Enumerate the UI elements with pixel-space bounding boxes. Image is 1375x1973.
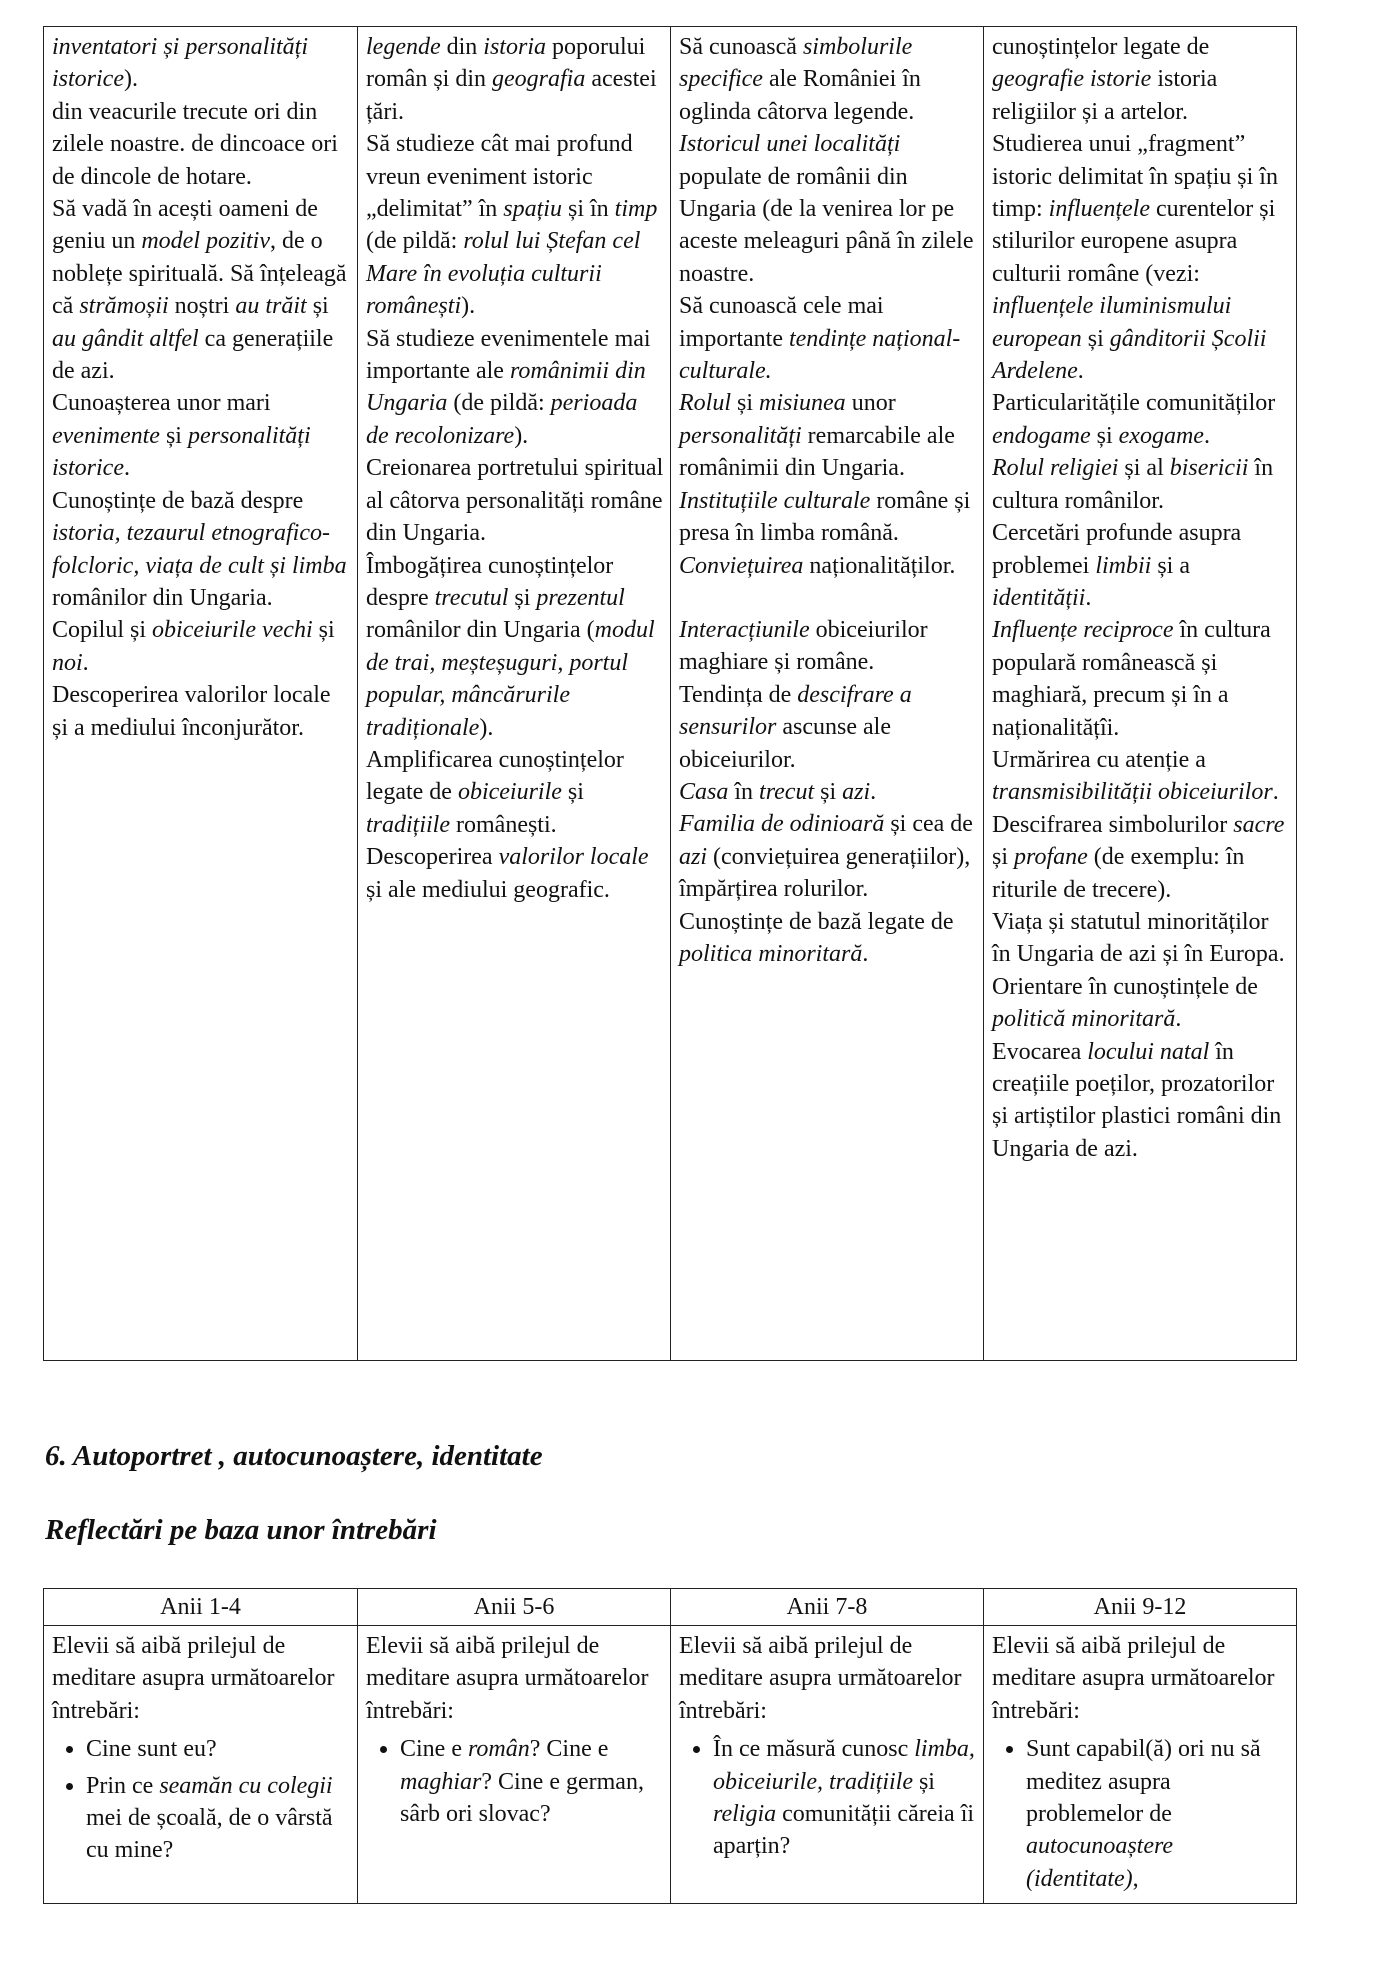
question-item: • Cine sunt eu?	[86, 1733, 351, 1765]
questions-table	[43, 1588, 1297, 1904]
paragraph: Particularitățile comunităților endogame și exogame.	[992, 390, 1276, 449]
paragraph: Creionarea portretului spiritual al câtorva personalități române din Ungaria.	[366, 455, 664, 547]
paragraph: Cunoștințe de bază despre istoria, tezaurul etnografico-folcloric, viața de cult și limba românilor din Ungaria.	[52, 487, 347, 611]
paragraph: Descoperirea valorilor locale și ale mediului geografic.	[366, 844, 649, 903]
paragraph: Descifrarea simbolurilor sacre și profane (de exemplu: în riturile de trecere).	[992, 811, 1285, 903]
question-list	[366, 1733, 664, 1830]
paragraph: Să vadă în acești oameni de geniu un model pozitiv, de o noblețe spirituală. Să înțeleagă că strămoșii noștri au trăit și au gândit altfel ca generațiile de azi.	[52, 196, 347, 385]
question-cell	[358, 1626, 671, 1904]
section-subheading: Reflectări pe baza unor întrebări	[45, 1514, 437, 1546]
paragraph: Viața și statutul minorităților în Ungaria de azi și în Europa.	[992, 908, 1285, 968]
paragraph: Îmbogățirea cunoștințelor despre trecutul și prezentul românilor din Ungaria (modul de trai, meșteșuguri, portul popular, mâncărurile tradiționale).	[366, 552, 655, 741]
question-item: • În ce măsură cunosc limba, obiceiurile, tradițiile și religia comunității căreia îi aparțin?	[713, 1733, 977, 1863]
paragraph: Descoperirea valorilor locale și a mediului înconjurător.	[52, 682, 331, 741]
paragraph: cunoștințelor legate de geografie istorie istoria religiilor și a artelor.	[992, 34, 1218, 125]
question-intro: Elevii să aibă prilejul de meditare asupra următoarelor întrebări:	[679, 1633, 962, 1724]
paragraph: Instituțiile culturale române și presa în limba română.	[679, 487, 971, 547]
column-cell-3	[671, 27, 984, 1361]
table-row	[44, 1626, 1297, 1904]
column-header: Anii 1-4	[44, 1589, 358, 1626]
curriculum-table-top	[43, 26, 1297, 1361]
paragraph: Rolul și misiunea unor personalități remarcabile ale românimii din Ungaria.	[679, 390, 955, 482]
paragraph: Cercetări profunde asupra problemei limbii și a identității.	[992, 520, 1242, 611]
column-header: Anii 9-12	[984, 1589, 1297, 1626]
question-list	[992, 1733, 1290, 1895]
column-header: Anii 7-8	[671, 1589, 984, 1626]
paragraph: Cunoștințe de bază legate de politica minoritară.	[679, 908, 954, 967]
paragraph: Interacțiunile obiceiurilor maghiare și române.	[679, 616, 928, 676]
section-heading: 6. Autoportret , autocunoaștere, identitate	[45, 1440, 543, 1472]
paragraph: Cunoașterea unor mari evenimente și personalități istorice.	[52, 390, 311, 482]
column-cell-4	[984, 27, 1297, 1361]
question-cell	[44, 1626, 358, 1904]
paragraph: Istoricul unei localități populate de românii din Ungaria (de la venirea lor pe aceste meleaguri până în zilele noastre.	[679, 131, 974, 287]
paragraph: Urmărirea cu atenție a transmisibilității obiceiurilor.	[992, 746, 1279, 806]
question-item: • Prin ce seamăn cu colegii mei de școală, de o vârstă cu mine?	[86, 1770, 351, 1867]
paragraph: din veacurile trecute ori din zilele noastre. de dincoace ori de dincole de hotare.	[52, 98, 338, 190]
column-header: Anii 5-6	[358, 1589, 671, 1626]
question-cell	[984, 1626, 1297, 1904]
paragraph: Să studieze cât mai profund vreun eveniment istoric „delimitat” în spațiu și în timp (de pildă: rolul lui Ștefan cel Mare în evoluția culturii românești).	[366, 131, 658, 320]
paragraph: Să studieze evenimentele mai importante ale românimii din Ungaria (de pildă: perioada de recolonizare).	[366, 325, 651, 449]
column-cell-2	[358, 27, 671, 1361]
question-item: • Cine e român? Cine e maghiar? Cine e german, sârb ori slovac?	[400, 1733, 664, 1830]
question-list	[52, 1733, 351, 1867]
paragraph: Copilul și obiceiurile vechi și noi.	[52, 617, 335, 676]
question-intro: Elevii să aibă prilejul de meditare asupra următoarelor întrebări:	[52, 1633, 335, 1724]
paragraph: Conviețuirea naționalităților.	[679, 552, 956, 579]
paragraph: Rolul religiei și al bisericii în cultura românilor.	[992, 455, 1274, 514]
question-cell	[671, 1626, 984, 1904]
column-cell-1	[44, 27, 358, 1361]
paragraph: inventatori și personalități istorice).	[52, 34, 308, 93]
paragraph: Casa în trecut și azi.	[679, 778, 877, 805]
paragraph: Familia de odinioară și cea de azi (conviețuirea generațiilor), împărțirea rolurilor.	[679, 811, 973, 903]
paragraph: Tendința de descifrare a sensurilor ascunse ale obiceiurilor.	[679, 681, 912, 773]
paragraph: Să cunoască simbolurile specifice ale României în oglinda câtorva legende.	[679, 34, 921, 125]
paragraph: legende din istoria poporului român și din geografia acestei țări.	[366, 34, 657, 125]
paragraph: Studierea unui „fragment” istoric delimitat în spațiu și în timp: influențele curentelor și stilurilor europene asupra culturii române (vezi: influențele iluminismului european și gânditorii Școlii Ardelene.	[992, 131, 1278, 385]
question-item: • Sunt capabil(ă) ori nu să meditez asupra problemelor de autocunoaștere (identitate),	[1026, 1733, 1290, 1895]
paragraph: Să cunoască cele mai importante tendințe național- culturale.	[679, 293, 961, 385]
question-intro: Elevii să aibă prilejul de meditare asupra următoarelor întrebări:	[366, 1633, 649, 1724]
question-list	[679, 1733, 977, 1863]
table-row	[44, 27, 1297, 1361]
paragraph: Orientare în cunoștințele de politică minoritară.	[992, 973, 1258, 1033]
paragraph: Amplificarea cunoștințelor legate de obiceiurile și tradițiile românești.	[366, 746, 624, 838]
paragraph: Influențe reciproce în cultura populară românească și maghiară, precum și în a naționalitățîi.	[992, 617, 1271, 741]
paragraph: Evocarea locului natal în creațiile poeților, prozatorilor și artiștilor plastici români din Ungaria de azi.	[992, 1038, 1282, 1162]
question-intro: Elevii să aibă prilejul de meditare asupra următoarelor întrebări:	[992, 1633, 1275, 1724]
header-row	[44, 1589, 1297, 1626]
